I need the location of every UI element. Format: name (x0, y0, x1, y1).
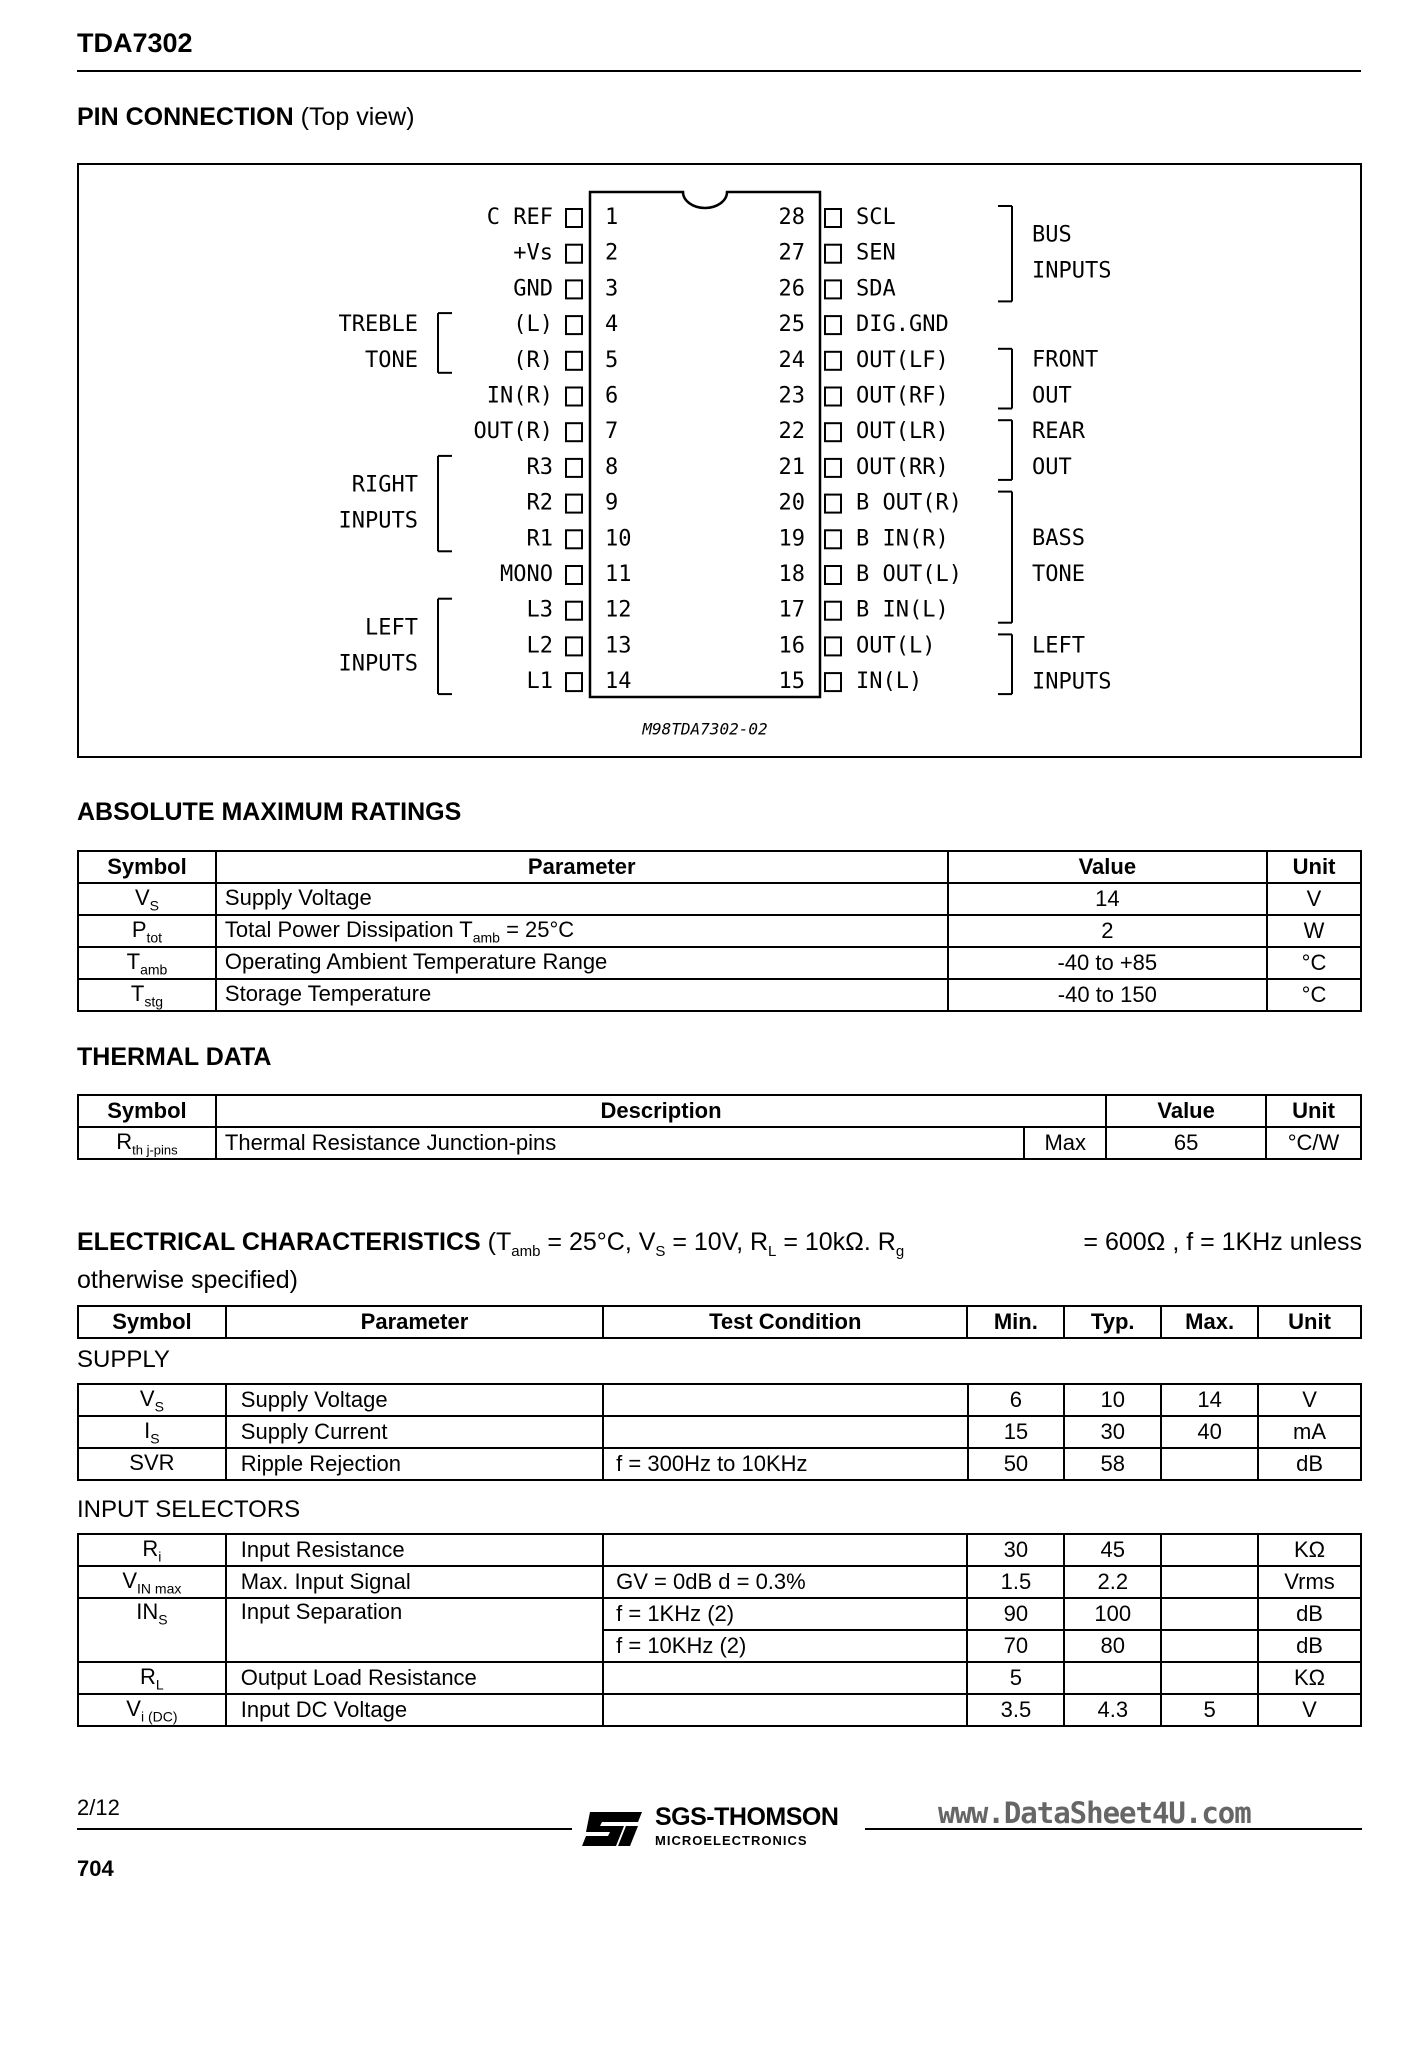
parameter-cell: Supply Current (226, 1416, 603, 1448)
right-pin-number: 28 (778, 205, 805, 230)
right-pin-name: SDA (856, 276, 896, 302)
symbol-cell: $R_i$ (78, 1534, 226, 1566)
min-cell: 5 (967, 1662, 1064, 1694)
electrical-conditions-line2: otherwise specified) (77, 1266, 298, 1294)
max-cell (1161, 1566, 1258, 1598)
max-cell (1161, 1598, 1258, 1630)
pin-connection-title: PIN CONNECTION (77, 103, 294, 131)
right-group-label: OUT (1032, 383, 1072, 409)
pin-pad (825, 352, 841, 370)
right-pin-number: 19 (778, 526, 805, 552)
parameter-cell: Ripple Rejection (226, 1448, 603, 1480)
pin-pad (566, 352, 582, 370)
table-row (78, 979, 1361, 1011)
left-pin-name: L2 (526, 633, 553, 659)
max-cell: 40 (1161, 1416, 1258, 1448)
table-header-row (78, 851, 1361, 883)
left-pin-name: +Vs (513, 240, 553, 266)
pin-pad (566, 280, 582, 298)
table-row (78, 1127, 1361, 1159)
right-pin-name: B OUT(L) (856, 562, 962, 587)
test-condition-cell: f = 300Hz to 10KHz (603, 1448, 967, 1480)
col-symbol: Symbol (78, 1095, 216, 1127)
left-pin-name: (L) (513, 312, 553, 338)
typ-cell: 10 (1064, 1384, 1161, 1416)
right-pin-number: 23 (778, 383, 805, 409)
pin-pad (825, 209, 841, 227)
col-description: Description (216, 1095, 1106, 1127)
left-pin-name: (R) (513, 347, 553, 373)
left-pin-number: 11 (605, 562, 632, 587)
typ-cell (1064, 1662, 1161, 1694)
col-parameter: Parameter (226, 1306, 603, 1338)
parameter-cell: Input DC Voltage (226, 1694, 603, 1726)
test-condition-cell (603, 1662, 967, 1694)
typ-cell: 58 (1064, 1448, 1161, 1480)
page-number: 704 (77, 1856, 114, 1881)
pin-pad (566, 566, 582, 584)
left-pin-number: 2 (605, 240, 619, 266)
right-pin-number: 17 (778, 597, 805, 623)
table-row (78, 1448, 1361, 1480)
col-symbol: Symbol (78, 851, 216, 883)
right-group-label: BUS (1032, 222, 1072, 248)
max-cell (1161, 1662, 1258, 1694)
pin-pad (825, 495, 841, 513)
unit-cell: °C (1267, 947, 1361, 979)
unit-cell: dB (1258, 1448, 1361, 1480)
symbol-cell: $V_{IN max}$ (78, 1566, 226, 1598)
min-cell: 15 (968, 1416, 1065, 1448)
test-condition-cell: GV = 0dB d = 0.3% (603, 1566, 967, 1598)
unit-cell: mA (1258, 1416, 1361, 1448)
pin-pad (566, 245, 582, 263)
pin-pad (825, 423, 841, 441)
parameter-cell: Max. Input Signal (226, 1566, 603, 1598)
supply-group-label: SUPPLY (77, 1346, 170, 1373)
left-group-label: RIGHT (351, 472, 418, 498)
value-cell: 2 (948, 915, 1267, 947)
test-condition-cell (603, 1534, 967, 1566)
figure-code: M98TDA7302-02 (642, 719, 768, 739)
parameter-cell: Storage Temperature (216, 979, 948, 1011)
left-group-label: INPUTS (338, 651, 418, 677)
left-pin-name: C REF (486, 205, 553, 230)
unit-cell: V (1258, 1694, 1361, 1726)
col-unit: Unit (1266, 1095, 1361, 1127)
right-pin-name: B IN(R) (856, 526, 949, 552)
pin-pad (566, 495, 582, 513)
right-pin-name: OUT(L) (856, 633, 936, 659)
value-cell: -40 to +85 (948, 947, 1267, 979)
pin-pad (566, 209, 582, 227)
col-symbol: Symbol (78, 1306, 226, 1338)
right-group-label: LEFT (1032, 633, 1085, 659)
table-row (78, 1384, 1361, 1416)
symbol-cell: $T_{amb}$ (78, 947, 216, 979)
left-pin-name: L1 (526, 669, 553, 695)
test-condition-cell (603, 1416, 967, 1448)
col-test-condition: Test Condition (603, 1306, 967, 1338)
right-pin-name: SCL (856, 205, 896, 230)
pin-pad (566, 602, 582, 620)
test-condition-cell: f = 1KHz (2) (603, 1598, 967, 1630)
right-pin-number: 25 (778, 312, 805, 338)
min-cell: 30 (967, 1534, 1064, 1566)
st-logo-icon (580, 1808, 645, 1850)
min-cell: 6 (968, 1384, 1065, 1416)
pin-pad (566, 673, 582, 691)
right-pin-number: 27 (778, 240, 805, 266)
symbol-cell: $I_S$ (78, 1416, 226, 1448)
parameter-cell: Output Load Resistance (226, 1662, 603, 1694)
thermal-table (77, 1094, 1362, 1160)
website-watermark: www.DataSheet4U.com (938, 1796, 1251, 1830)
value-cell: -40 to 150 (948, 979, 1267, 1011)
unit-cell: KΩ (1258, 1534, 1361, 1566)
left-pin-number: 13 (605, 633, 632, 659)
right-pin-name: OUT(RR) (856, 454, 949, 480)
symbol-cell: $IN_S$ (78, 1598, 226, 1662)
left-pin-name: R1 (526, 526, 553, 552)
left-pin-number: 4 (605, 312, 619, 338)
value-cell: 14 (948, 883, 1267, 915)
typ-cell: 80 (1064, 1630, 1161, 1662)
table-header-row (78, 1306, 1361, 1338)
thermal-title: THERMAL DATA (77, 1043, 272, 1071)
left-pin-number: 6 (605, 383, 619, 409)
pin-pad (825, 388, 841, 406)
table-row (78, 1662, 1361, 1694)
left-pin-number: 3 (605, 276, 619, 302)
table-row (78, 947, 1361, 979)
symbol-cell: SVR (78, 1448, 226, 1480)
right-pin-name: B IN(L) (856, 597, 949, 623)
pin-diagram (0, 0, 1413, 800)
left-pin-name: OUT(R) (473, 419, 553, 445)
left-pin-name: R2 (526, 490, 553, 516)
pin-pad (825, 566, 841, 584)
value-cell: 65 (1106, 1127, 1266, 1159)
typ-cell: 100 (1064, 1598, 1161, 1630)
col-value: Value (1106, 1095, 1266, 1127)
parameter-cell: Input Resistance (226, 1534, 603, 1566)
right-pin-name: OUT(RF) (856, 383, 949, 409)
left-group-label: TREBLE (338, 311, 418, 337)
pin-connection-subtitle: (Top view) (300, 103, 415, 131)
symbol-cell: $V_S$ (78, 883, 216, 915)
abs-max-table (77, 850, 1362, 1012)
parameter-cell: Input Separation (226, 1598, 603, 1662)
left-pin-name: IN(R) (486, 383, 553, 409)
left-pin-number: 12 (605, 597, 632, 623)
unit-cell: W (1267, 915, 1361, 947)
unit-cell: V (1258, 1384, 1361, 1416)
col-typ: Typ. (1064, 1306, 1161, 1338)
input-selectors-table (77, 1533, 1362, 1727)
left-pin-number: 10 (605, 526, 632, 552)
max-cell: 14 (1161, 1384, 1258, 1416)
symbol-cell: $R_{th j-pins}$ (78, 1127, 216, 1159)
test-condition-cell (603, 1694, 967, 1726)
pin-pad (566, 423, 582, 441)
right-group-label: BASS (1032, 526, 1085, 552)
table-header-row (78, 1095, 1361, 1127)
max-cell (1161, 1630, 1258, 1662)
electrical-heading: ELECTRICAL CHARACTERISTICS ($T_{amb} = 25^\circ C$, $V_S = 10V$, $R_L = 10k\Omega$. $R_g$ = 600Ω , f = 1KHz unless otherwise specified) (77, 1228, 1362, 1294)
col-unit: Unit (1267, 851, 1361, 883)
right-pin-number: 24 (778, 347, 805, 373)
description-cell: Thermal Resistance Junction-pins (216, 1127, 1024, 1159)
left-group-label: INPUTS (338, 508, 418, 534)
parameter-cell: Supply Voltage (216, 883, 948, 915)
typ-cell: 4.3 (1064, 1694, 1161, 1726)
symbol-cell: $V_S$ (78, 1384, 226, 1416)
left-pin-name: GND (513, 276, 553, 302)
pin-pad (566, 388, 582, 406)
page-indicator: 2/12 (77, 1795, 120, 1820)
pin-pad (825, 530, 841, 548)
left-pin-number: 14 (605, 669, 632, 695)
right-group-label: REAR (1032, 419, 1085, 445)
right-pin-name: OUT(LR) (856, 419, 949, 445)
unit-cell: °C/W (1266, 1127, 1361, 1159)
right-pin-name: SEN (856, 240, 896, 266)
col-min: Min. (967, 1306, 1064, 1338)
left-pin-number: 7 (605, 419, 619, 445)
parameter-cell: Operating Ambient Temperature Range (216, 947, 948, 979)
right-pin-name: OUT(LF) (856, 347, 949, 373)
max-cell: 5 (1161, 1694, 1258, 1726)
left-pin-number: 5 (605, 347, 619, 373)
table-row (78, 1694, 1361, 1726)
parameter-cell: Total Power Dissipation $T_{amb} = 25^\circ C$ (216, 915, 948, 947)
left-pin-number: 1 (605, 205, 619, 230)
col-parameter: Parameter (216, 851, 948, 883)
electrical-title: ELECTRICAL CHARACTERISTICS (77, 1228, 481, 1256)
left-pin-number: 8 (605, 454, 619, 480)
typ-cell: 45 (1064, 1534, 1161, 1566)
unit-cell: KΩ (1258, 1662, 1361, 1694)
pin-pad (825, 602, 841, 620)
min-cell: 90 (967, 1598, 1064, 1630)
left-pin-name: R3 (526, 454, 553, 480)
col-unit: Unit (1258, 1306, 1361, 1338)
left-pin-name: L3 (526, 597, 553, 623)
symbol-cell: $T_{stg}$ (78, 979, 216, 1011)
right-pin-number: 16 (778, 633, 805, 659)
typ-cell: 30 (1064, 1416, 1161, 1448)
abs-max-title: ABSOLUTE MAXIMUM RATINGS (77, 798, 462, 826)
unit-cell: dB (1258, 1630, 1361, 1662)
right-pin-number: 18 (778, 562, 805, 587)
right-group-label: INPUTS (1032, 258, 1112, 284)
symbol-cell: $P_{tot}$ (78, 915, 216, 947)
pin-pad (566, 459, 582, 477)
max-cell (1161, 1448, 1258, 1480)
right-pin-name: DIG.GND (856, 312, 949, 338)
footer-rule-left (77, 1828, 572, 1830)
right-group-label: OUT (1032, 455, 1072, 481)
left-group-label: LEFT (365, 615, 418, 641)
pin-pad (566, 530, 582, 548)
supply-table (77, 1383, 1362, 1481)
col-value: Value (948, 851, 1267, 883)
parameter-cell: Supply Voltage (226, 1384, 603, 1416)
min-cell: 50 (968, 1448, 1065, 1480)
input-selectors-group-label: INPUT SELECTORS (77, 1496, 301, 1523)
pin-pad (825, 280, 841, 298)
pin-pad (825, 673, 841, 691)
min-cell: 1.5 (967, 1566, 1064, 1598)
min-cell: 3.5 (967, 1694, 1064, 1726)
table-row (78, 1598, 1361, 1630)
pin-pad (825, 637, 841, 655)
symbol-cell: $R_L$ (78, 1662, 226, 1694)
right-group-label: TONE (1032, 562, 1085, 588)
company-division: MICROELECTRONICS (655, 1833, 808, 1848)
col-max: Max. (1161, 1306, 1258, 1338)
table-row (78, 1534, 1361, 1566)
right-pin-number: 21 (778, 454, 805, 480)
left-group-label: TONE (365, 347, 418, 373)
left-pin-name: MONO (500, 562, 553, 587)
unit-cell: Vrms (1258, 1566, 1361, 1598)
unit-cell: V (1267, 883, 1361, 915)
pin-pad (566, 637, 582, 655)
pin-pad (825, 316, 841, 334)
table-row (78, 1416, 1361, 1448)
max-cell (1161, 1534, 1258, 1566)
table-row (78, 1566, 1361, 1598)
right-group-label: FRONT (1032, 347, 1099, 373)
symbol-cell: $V_{i (DC)}$ (78, 1694, 226, 1726)
right-group-label: INPUTS (1032, 669, 1112, 695)
company-name: SGS-THOMSON (655, 1803, 839, 1831)
electrical-header-table (77, 1305, 1362, 1339)
right-pin-number: 26 (778, 276, 805, 302)
unit-cell: dB (1258, 1598, 1361, 1630)
right-pin-name: IN(L) (856, 669, 923, 695)
right-pin-name: B OUT(R) (856, 490, 962, 516)
unit-cell: °C (1267, 979, 1361, 1011)
qualifier-cell: Max (1024, 1127, 1106, 1159)
pin-pad (566, 316, 582, 334)
test-condition-cell: f = 10KHz (2) (603, 1630, 967, 1662)
pin-pad (825, 245, 841, 263)
pin-pad (825, 459, 841, 477)
document-part-number: TDA7302 (77, 28, 193, 58)
left-pin-number: 9 (605, 490, 619, 516)
right-pin-number: 22 (778, 419, 805, 445)
table-row (78, 883, 1361, 915)
table-row (78, 915, 1361, 947)
min-cell: 70 (967, 1630, 1064, 1662)
test-condition-cell (603, 1384, 967, 1416)
right-pin-number: 15 (778, 669, 805, 695)
typ-cell: 2.2 (1064, 1566, 1161, 1598)
right-pin-number: 20 (778, 490, 805, 516)
